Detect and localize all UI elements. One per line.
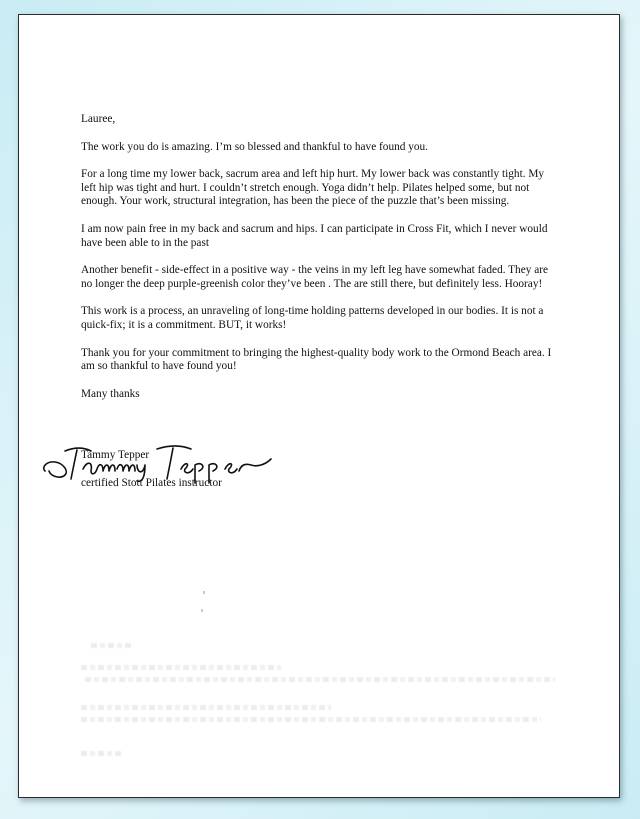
salutation: Lauree, [81, 113, 116, 125]
paragraph-2: For a long time my lower back, sacrum area and left hip hurt. My lower back was constantly tight. My left hip was tight and hurt. I couldn’t stretch enough. Yoga didn’t help. Pilates helped some, but not enough. Your work, structural integration, has been the piece of the puzzle that’s been missing. [81, 168, 545, 208]
signature-script-text [49, 433, 274, 468]
letter-page [18, 14, 620, 798]
faded-line [81, 705, 331, 710]
faded-line [81, 717, 541, 722]
faded-line [81, 751, 121, 756]
scan-speck [203, 591, 205, 594]
faded-line [85, 677, 555, 682]
paragraph-4: Another benefit - side-effect in a positive way - the veins in my left leg have somewhat faded. They are no longer the deep purple-greenish color they’ve been . The are still there, but definitely less. Hooray! [81, 264, 548, 290]
paragraph-6: Thank you for your commitment to bringing the highest-quality body work to the Ormond Beach area. I am so thankful to have found you! [81, 346, 552, 373]
paragraph-5: This work is a process, an unraveling of long-time holding patterns developed in our bodies. It is not a quick-fix; it is a commitment. BUT, it works! [81, 305, 544, 331]
paragraph-1: The work you do is amazing. I’m so blessed and thankful to have found you. [81, 140, 428, 153]
closing: Many thanks [81, 387, 140, 400]
signer-title: certified Stott Pilates instructor [81, 476, 222, 489]
faded-line [81, 665, 281, 670]
signer-name: Tammy Tepper [81, 449, 150, 462]
faded-line [91, 643, 131, 648]
paragraph-3: I am now pain free in my back and sacrum and hips. I can participate in Cross Fit, which I never would have been able to in the past [81, 222, 548, 249]
scan-speck [201, 609, 203, 612]
